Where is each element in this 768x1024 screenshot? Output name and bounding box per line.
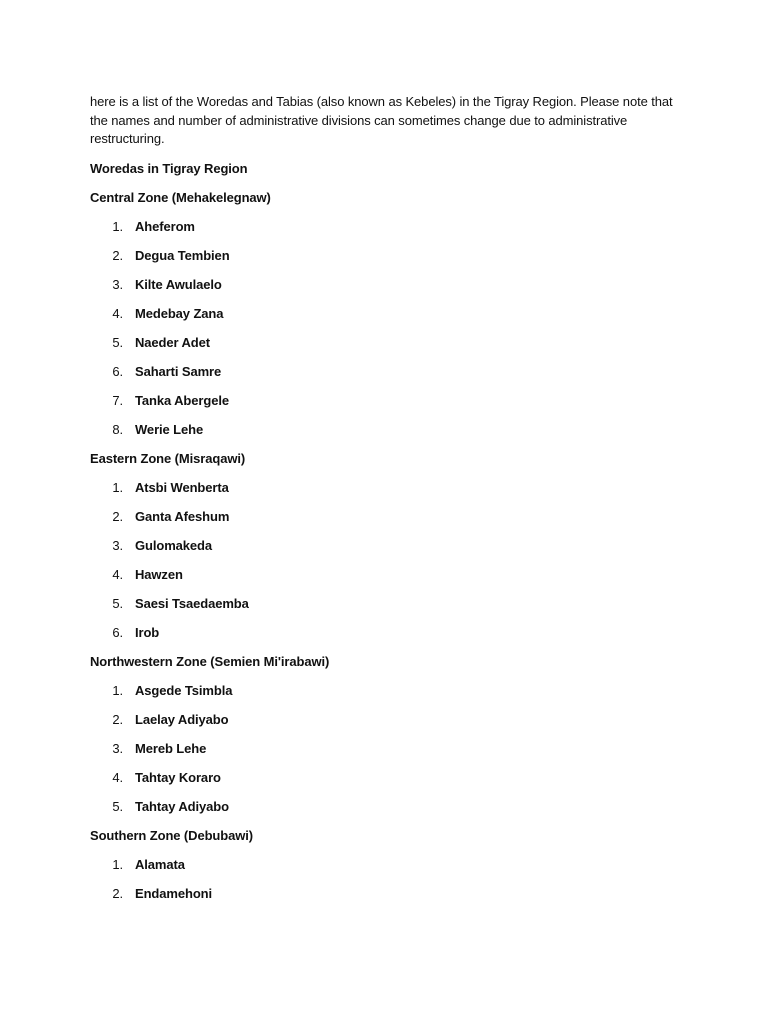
woreda-name: Laelay Adiyabo [135, 711, 229, 727]
list-item [90, 595, 680, 613]
list-number: 3. [112, 537, 123, 553]
list-item [90, 682, 680, 700]
list-item [90, 421, 680, 439]
list-number: 3. [112, 276, 123, 292]
woreda-name: Tahtay Adiyabo [135, 798, 229, 814]
list-number: 1. [112, 479, 123, 495]
woreda-name: Tahtay Koraro [135, 769, 221, 785]
zone-heading-northwestern: Northwestern Zone (Semien Mi'irabawi) [90, 653, 330, 669]
woreda-name: Degua Tembien [135, 247, 230, 263]
list-item [90, 885, 680, 903]
woreda-name: Medebay Zana [135, 305, 224, 321]
intro-paragraph: here is a list of the Woredas and Tabias (also known as Kebeles) in the Tigray Region. Please note that the names and number of administrative divisions can sometimes change due to administrative restructuring. [90, 94, 673, 146]
woreda-name: Gulomakeda [135, 537, 213, 553]
woreda-name: Saesi Tsaedaemba [135, 595, 249, 611]
list-item [90, 624, 680, 642]
woreda-name: Kilte Awulaelo [135, 276, 222, 292]
zone-heading-central: Central Zone (Mehakelegnaw) [90, 189, 271, 205]
list-number: 2. [112, 247, 123, 263]
list-number: 5. [112, 798, 123, 814]
list-number: 6. [112, 624, 123, 640]
list-item [90, 218, 680, 236]
list-item [90, 856, 680, 874]
list-item [90, 537, 680, 555]
woreda-list-eastern [90, 479, 680, 642]
list-item [90, 247, 680, 265]
list-number: 2. [112, 711, 123, 727]
woreda-name: Irob [135, 624, 160, 640]
woreda-name: Naeder Adet [135, 334, 210, 350]
list-item [90, 769, 680, 787]
list-number: 5. [112, 334, 123, 350]
woreda-name: Asgede Tsimbla [135, 682, 233, 698]
woreda-name: Aheferom [135, 218, 195, 234]
list-item [90, 566, 680, 584]
woreda-name: Mereb Lehe [135, 740, 207, 756]
woreda-list-northwestern [90, 682, 680, 816]
list-number: 2. [112, 885, 123, 901]
list-number: 7. [112, 392, 123, 408]
list-number: 1. [112, 218, 123, 234]
list-number: 6. [112, 363, 123, 379]
woreda-name: Tanka Abergele [135, 392, 229, 408]
list-item [90, 798, 680, 816]
list-item [90, 740, 680, 758]
list-number: 1. [112, 856, 123, 872]
list-number: 3. [112, 740, 123, 756]
woreda-name: Atsbi Wenberta [135, 479, 229, 495]
list-item [90, 392, 680, 410]
list-item [90, 334, 680, 352]
list-number: 8. [112, 421, 123, 437]
list-number: 4. [112, 769, 123, 785]
list-number: 4. [112, 305, 123, 321]
list-item [90, 276, 680, 294]
list-number: 5. [112, 595, 123, 611]
woreda-name: Alamata [135, 856, 185, 872]
document-page [90, 93, 680, 914]
woreda-name: Saharti Samre [135, 363, 222, 379]
woreda-list-southern [90, 856, 680, 903]
list-number: 4. [112, 566, 123, 582]
zone-heading-eastern: Eastern Zone (Misraqawi) [90, 450, 246, 466]
list-item [90, 305, 680, 323]
woreda-list-central [90, 218, 680, 439]
list-number: 1. [112, 682, 123, 698]
list-item [90, 479, 680, 497]
woreda-name: Hawzen [135, 566, 183, 582]
woreda-name: Ganta Afeshum [135, 508, 230, 524]
list-item [90, 711, 680, 729]
woreda-name: Endamehoni [135, 885, 213, 901]
zone-heading-southern: Southern Zone (Debubawi) [90, 827, 253, 843]
list-item [90, 363, 680, 381]
woreda-name: Werie Lehe [135, 421, 204, 437]
list-item [90, 508, 680, 526]
section-heading: Woredas in Tigray Region [90, 160, 248, 176]
list-number: 2. [112, 508, 123, 524]
